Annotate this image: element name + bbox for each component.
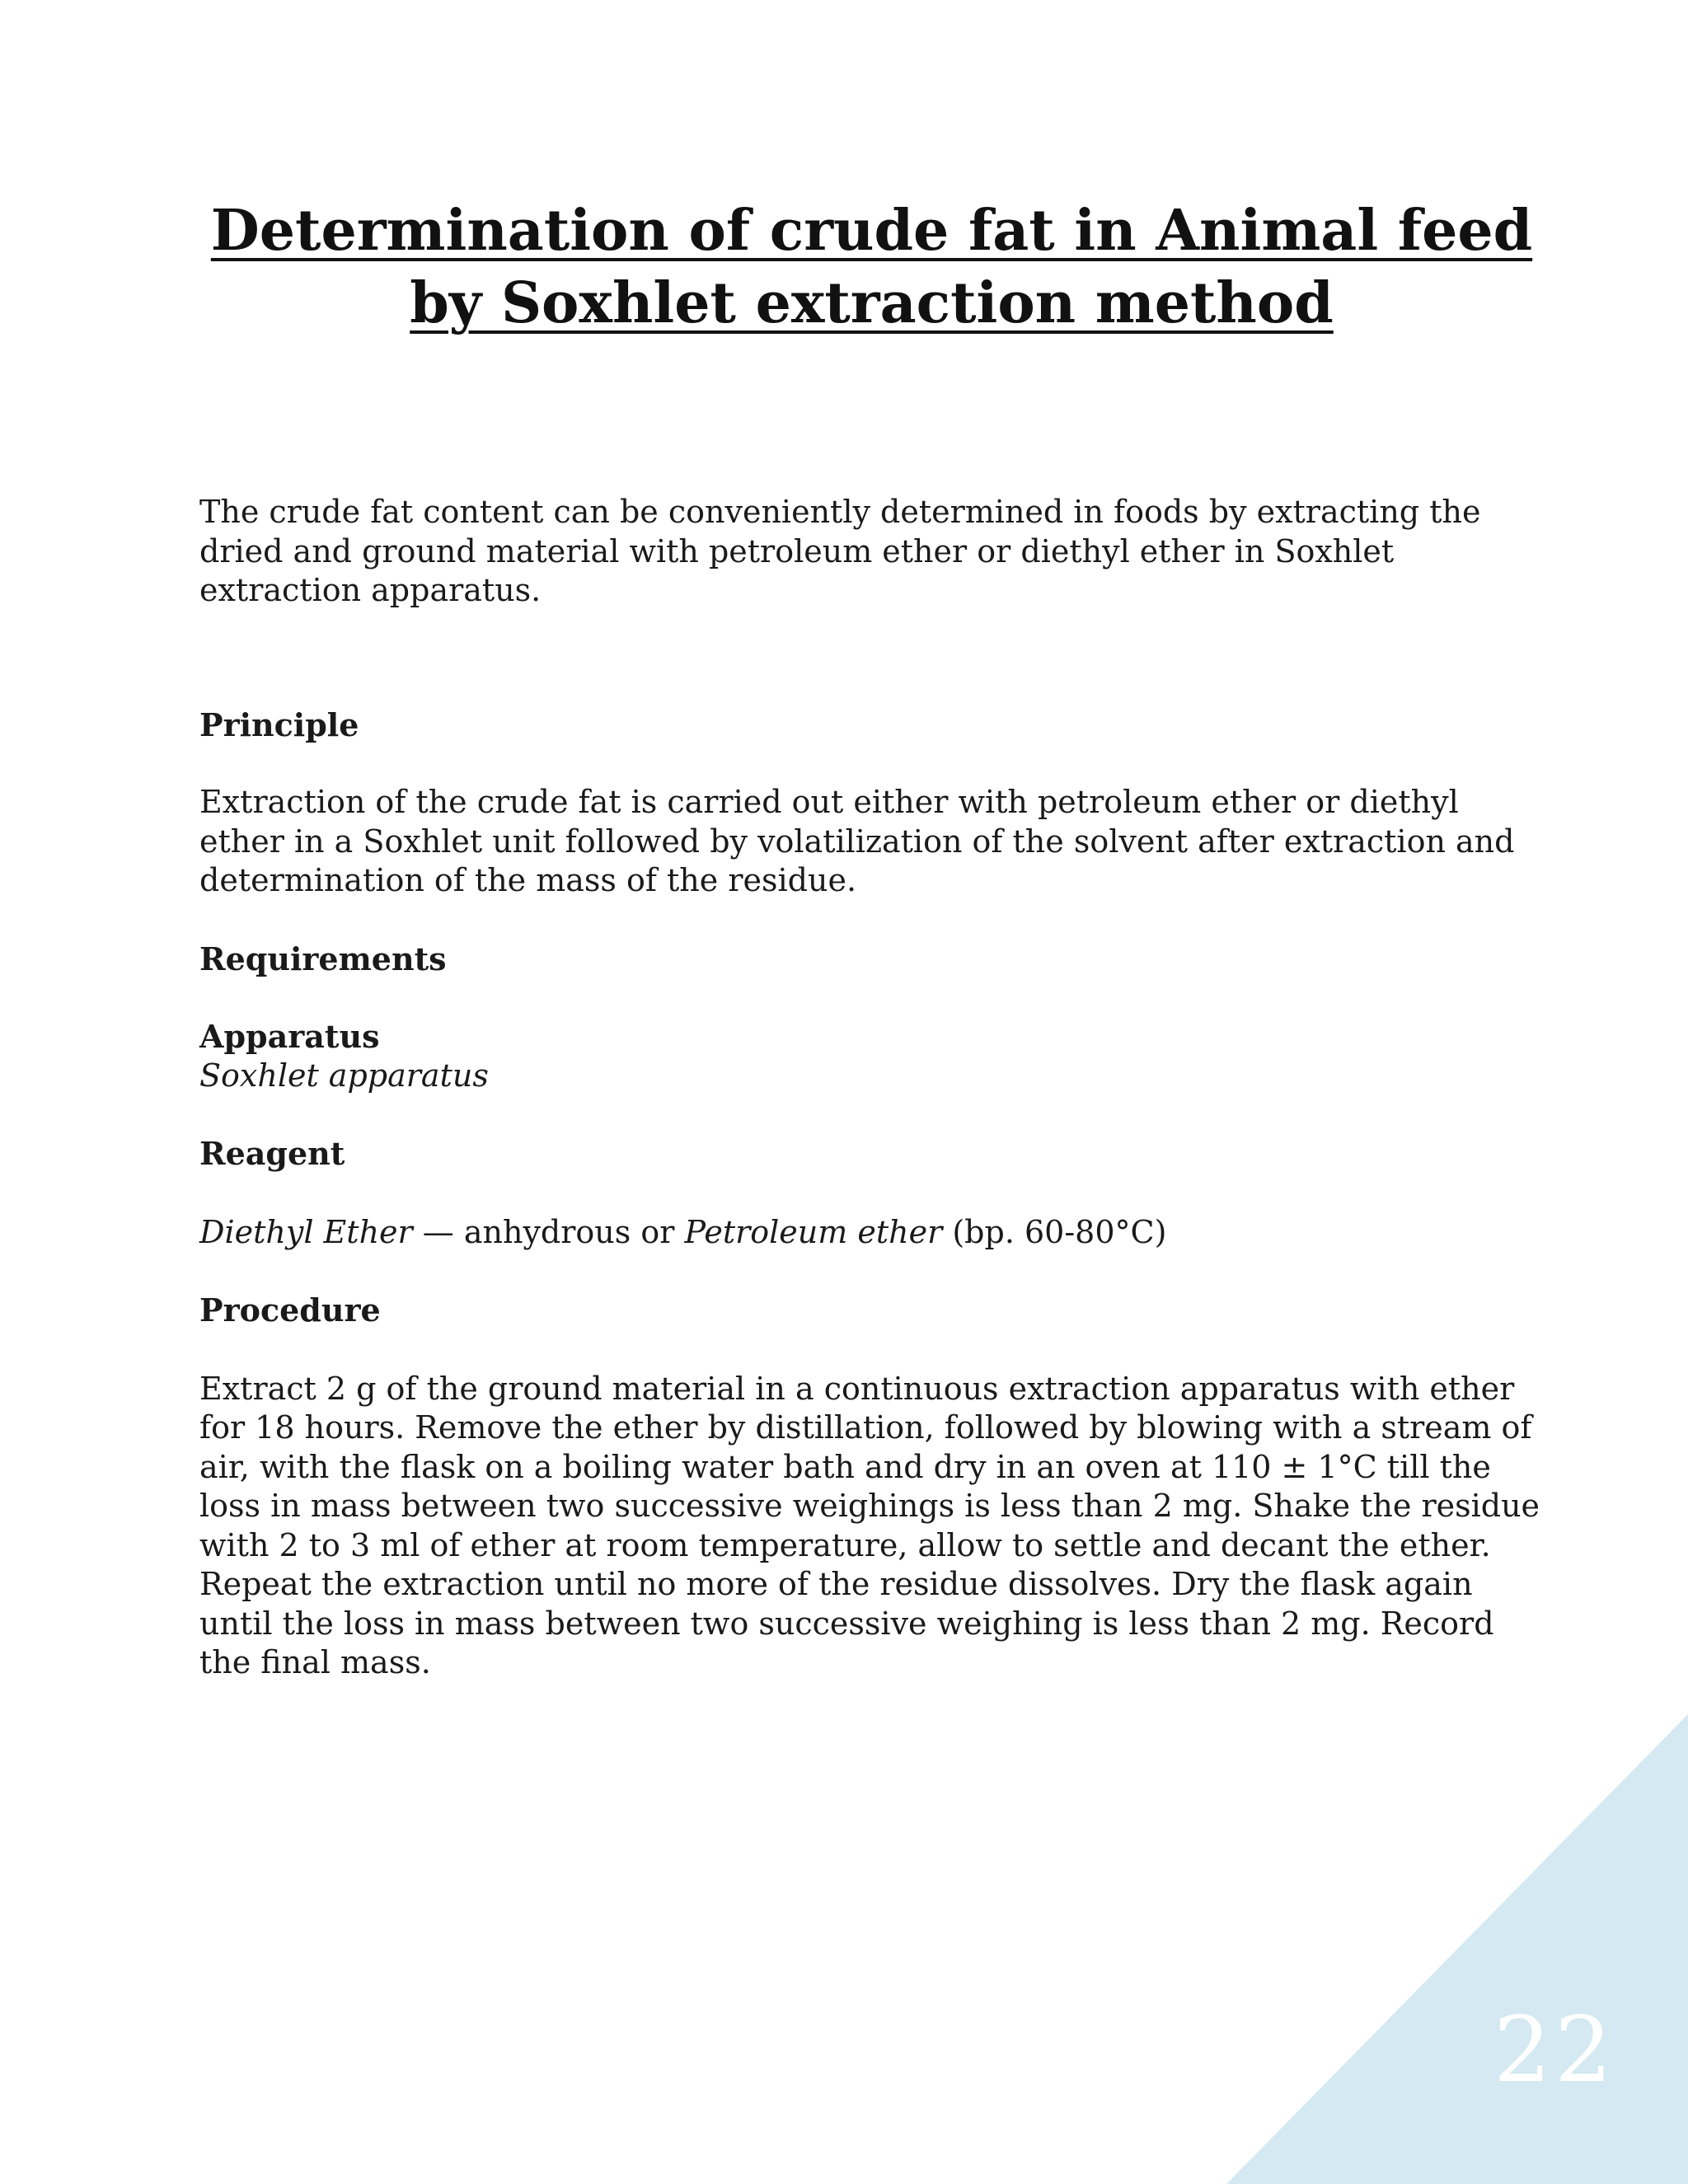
reagent-mid: — anhydrous or (412, 1213, 685, 1250)
principle-heading: Principle (199, 705, 359, 743)
reagent-name-diethyl-ether: Diethyl Ether (199, 1213, 413, 1250)
page-title (165, 194, 1578, 340)
intro-paragraph: The crude fat content can be conveniently determined in foods by extracting the dried and ground material with petroleum ether or diethyl ether in Soxhlet extraction apparatus. (199, 494, 1481, 608)
reagent-text (199, 1213, 1551, 1253)
reagent-tail: (bp. 60-80°C) (942, 1213, 1167, 1250)
page-number: 22 (1493, 1997, 1615, 2102)
corner-triangle (1226, 1714, 1688, 2184)
procedure-heading: Procedure (199, 1291, 381, 1329)
title-line-1: Determination of crude fat in Animal feed (210, 198, 1533, 264)
corner-triangle-decoration (1226, 1714, 1688, 2184)
document-body (199, 493, 1551, 1683)
requirements-heading: Requirements (199, 940, 447, 977)
procedure-text: Extract 2 g of the ground material in a continuous extraction apparatus with ether for 18 hours. Remove the ether by distillation, followed by blowing with a stream of air, with the flask on a boiling water bath and dry in an oven at 110 ± 1°C till the loss in mass between two successive weighings is less than 2 mg. Shake the residue with 2 to 3 ml of ether at room temperature, allow to settle and decant the ether. Repeat the extraction until no more of the residue dissolves. Dry the flask again until the loss in mass between two successive weighing is less than 2 mg. Record the final mass. (199, 1370, 1540, 1680)
principle-text: Extraction of the crude fat is carried out either with petroleum ether or diethyl ether in a Soxhlet unit followed by volatilization of the solvent after extraction and determination of the mass of the residue. (199, 784, 1515, 898)
apparatus-text: Soxhlet apparatus (199, 1057, 489, 1094)
title-line-2: by Soxhlet extraction method (410, 270, 1334, 336)
reagent-name-petroleum-ether: Petroleum ether (684, 1213, 943, 1250)
reagent-heading: Reagent (199, 1135, 345, 1172)
apparatus-heading: Apparatus (199, 1018, 380, 1055)
